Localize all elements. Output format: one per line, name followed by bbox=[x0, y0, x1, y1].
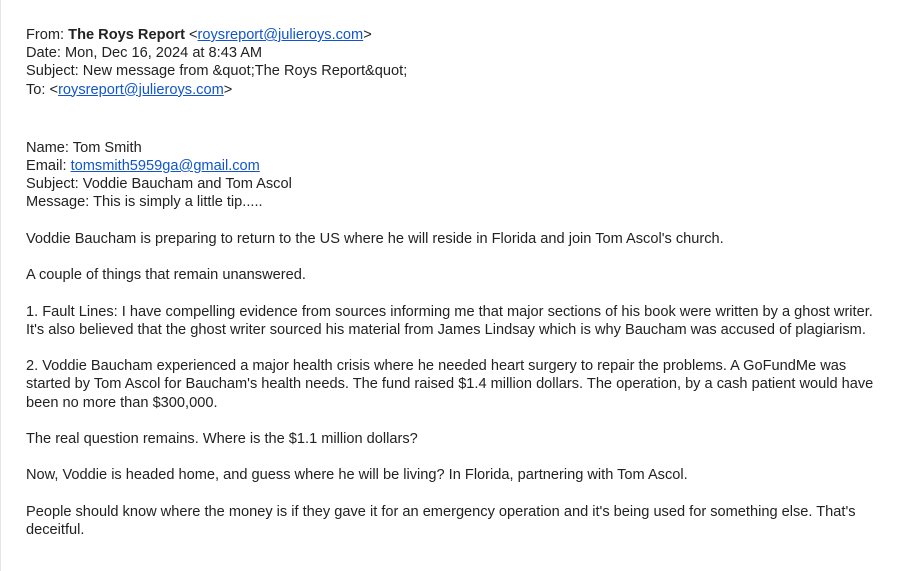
sender-name: The Roys Report bbox=[68, 27, 185, 43]
paragraph: 2. Voddie Baucham experienced a major health crisis where he needed heart surgery to repair the problems. A GoFundMe was started by Tom Ascol for Baucham's health needs. The fund raised $1.4 million dollars. The operation, by a cash patient would have been no more than $300,000. bbox=[26, 358, 874, 411]
sender-email-link[interactable]: roysreport@julieroys.com bbox=[197, 27, 364, 43]
form-email-link[interactable]: tomsmith5959ga@gmail.com bbox=[70, 158, 260, 175]
from-line bbox=[26, 26, 892, 44]
angle-close: > bbox=[223, 81, 233, 98]
paragraph: 1. Fault Lines: I have compelling evidence from sources informing me that major sections of his book were written by a ghost writer. It's also believed that the ghost writer sourced his material from James Lindsay which is why Baucham was accused of plagiarism. bbox=[26, 303, 873, 338]
date-line bbox=[26, 44, 892, 62]
angle-open: < bbox=[49, 81, 59, 98]
paragraph: The real question remains. Where is the $1.1 million dollars? bbox=[26, 430, 418, 447]
form-name-line bbox=[26, 139, 892, 157]
form-name-value: Tom Smith bbox=[72, 139, 142, 156]
recipient-email-link[interactable]: roysreport@julieroys.com bbox=[58, 81, 224, 98]
form-email-line bbox=[26, 157, 892, 175]
date-label: Date: bbox=[26, 45, 61, 62]
paragraph: Voddie Baucham is preparing to return to the US where he will reside in Florida and join Tom Ascol's church. bbox=[26, 230, 724, 247]
to-label: To: bbox=[26, 81, 46, 98]
message-spacer bbox=[26, 212, 892, 230]
form-message-value: This is simply a little tip..... bbox=[93, 194, 263, 211]
form-name-label: Name: bbox=[26, 139, 69, 156]
subject-line bbox=[26, 62, 892, 80]
form-subject-line bbox=[26, 175, 892, 193]
angle-open: < bbox=[189, 27, 198, 43]
from-label: From: bbox=[26, 27, 65, 43]
date-value: Mon, Dec 16, 2024 at 8:43 AM bbox=[64, 45, 263, 62]
form-subject-value: Voddie Baucham and Tom Ascol bbox=[82, 176, 292, 193]
form-message-label: Message: bbox=[26, 194, 90, 211]
form-subject-label: Subject: bbox=[26, 176, 79, 193]
header-spacer bbox=[26, 99, 892, 139]
email-body bbox=[26, 26, 892, 557]
paragraph: People should know where the money is if they gave it for an emergency operation and it's being used for something else. That's deceitful. bbox=[26, 503, 856, 538]
angle-close: > bbox=[363, 27, 372, 43]
form-email-label: Email: bbox=[26, 158, 67, 175]
paragraph: Now, Voddie is headed home, and guess where he will be living? In Florida, partnering with Tom Ascol. bbox=[26, 467, 688, 484]
subject-value: New message from &quot;The Roys Report&quot; bbox=[82, 63, 408, 80]
paragraph: A couple of things that remain unanswered. bbox=[26, 267, 306, 284]
subject-label: Subject: bbox=[26, 63, 79, 80]
form-message-line bbox=[26, 193, 892, 211]
to-line bbox=[26, 81, 892, 99]
